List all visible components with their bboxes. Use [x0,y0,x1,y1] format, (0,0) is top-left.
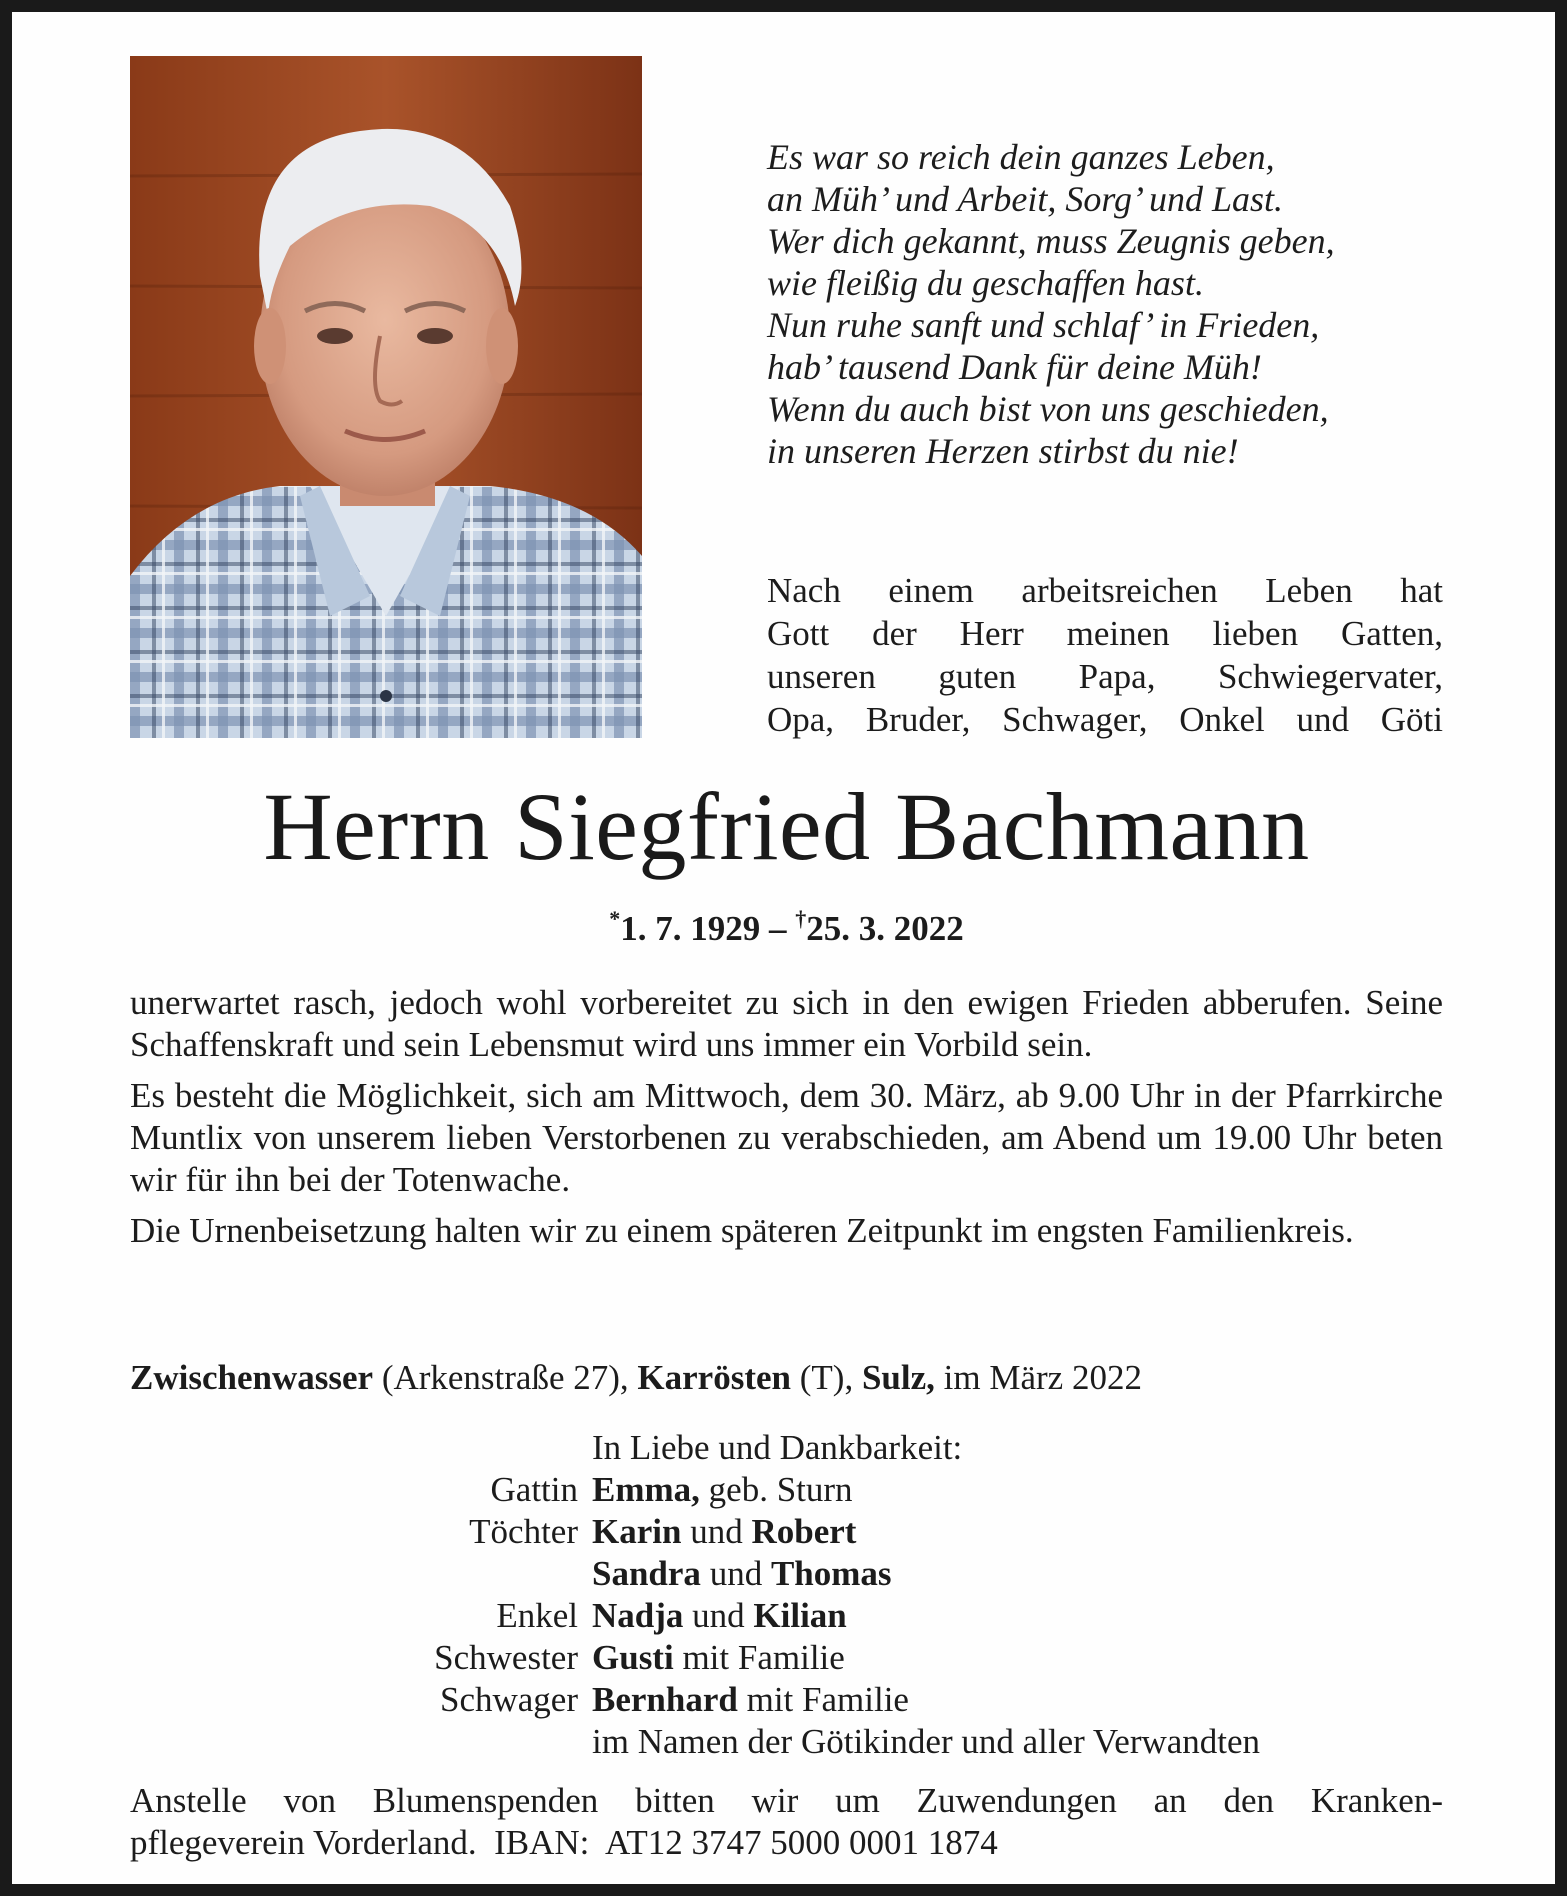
mourners-list [130,1427,1443,1763]
family-heading: In Liebe und Dankbarkeit: [592,1428,963,1467]
donation-note [130,1780,1443,1864]
region: (T), [791,1358,862,1397]
portrait-image [130,56,642,738]
death-date: 25. 3. 2022 [806,909,964,948]
poem-line: Es war so reich dein ganzes Leben, [767,137,1275,177]
donation-line: pflegeverein Vorderland. IBAN: AT12 3747 5000 0001 1874 [130,1823,998,1862]
intro-line: Nach einem arbeitsreichen Leben hat [767,571,1443,610]
obituary-page [12,12,1555,1884]
death-mark: † [795,906,807,931]
memorial-poem [767,136,1427,472]
mourner-name: Gusti [592,1638,674,1677]
family-row [130,1553,1443,1595]
mourner-name: Kilian [753,1596,847,1635]
family-row [130,1511,1443,1553]
poem-line: Nun ruhe sanft und schlaf’ in Frieden, [767,305,1320,345]
date-dash: – [760,909,796,948]
poem-line: wie fleißig du geschaffen hast. [767,263,1204,303]
name-joiner: und [681,1512,752,1551]
body-paragraph: Die Urnenbeisetzung halten wir zu einem späteren Zeitpunkt im engsten Familienkreis. [130,1211,1354,1250]
name-joiner: und [683,1596,754,1635]
body-paragraph: Es besteht die Möglichkeit, sich am Mittwoch, dem 30. März, ab 9.00 Uhr in der Pfarrkirche Muntlix von unserem lieben Verstorbenen zu verabschieden, am Abend um 19.00 Uhr beten wir für ihn bei der Totenwache. [130,1076,1443,1199]
family-row [130,1469,1443,1511]
name-joiner: geb. Sturn [699,1470,853,1509]
name-joiner: und [700,1554,771,1593]
family-row [130,1679,1443,1721]
town-name: Sulz, [861,1358,935,1397]
mourner-name: Thomas [770,1554,892,1593]
relation-label: Gattin [490,1470,578,1509]
relation-label: Schwester [434,1638,578,1677]
poem-line: an Müh’ und Arbeit, Sorg’ und Last. [767,179,1284,219]
portrait-photo [130,56,642,738]
poem-line: Wenn du auch bist von uns geschieden, [767,389,1329,429]
mourner-name: Sandra [592,1554,701,1593]
poem-line: Wer dich gekannt, muss Zeugnis geben, [767,221,1335,261]
relation-label: Töchter [469,1512,578,1551]
mourner-name: Robert [751,1512,857,1551]
intro-line: Gott der Herr meinen lieben Gatten, [767,614,1443,653]
donation-line: Anstelle von Blumenspenden bitten wir um Zuwendungen an den Kranken- [130,1781,1443,1820]
address: (Arkenstraße 27), [373,1358,638,1397]
name-joiner: mit Familie [737,1680,909,1719]
intro-line: Opa, Bruder, Schwager, Onkel und Göti [767,700,1443,739]
relation-label: Enkel [496,1596,578,1635]
poem-line: hab’ tausend Dank für deine Müh! [767,347,1262,387]
family-row [130,1637,1443,1679]
intro-text [767,569,1443,741]
mourner-name: Karin [592,1512,682,1551]
relation-label [130,1553,592,1595]
mourner-name: Nadja [592,1596,684,1635]
family-closing: im Namen der Götikinder und aller Verwandten [592,1722,1261,1761]
mourner-name: Emma, [592,1470,700,1509]
town-name: Karrösten [637,1358,791,1397]
month-date: im März 2022 [934,1358,1142,1397]
poem-line: in unseren Herzen stirbst du nie! [767,431,1239,471]
mourner-name: Bernhard [592,1680,738,1719]
town-name: Zwischenwasser [130,1358,374,1397]
deceased-name: Herrn Siegfried Bachmann [263,773,1310,880]
birth-mark: * [609,906,621,931]
life-dates [130,897,1443,951]
relation-label: Schwager [439,1680,578,1719]
family-closing-row [130,1721,1443,1763]
announcement-body [130,982,1443,1261]
family-row [130,1595,1443,1637]
family-heading-row [130,1427,1443,1469]
intro-line: unseren guten Papa, Schwiegervater, [767,657,1443,696]
birth-date: 1. 7. 1929 [620,909,761,948]
body-paragraph: unerwartet rasch, jedoch wohl vorbereitet zu sich in den ewigen Frieden abberufen. Seine Schaffenskraft und sein Lebensmut wird uns immer ein Vorbild sein. [130,983,1443,1064]
place-and-date [130,1357,1443,1399]
name-joiner: mit Familie [673,1638,845,1677]
